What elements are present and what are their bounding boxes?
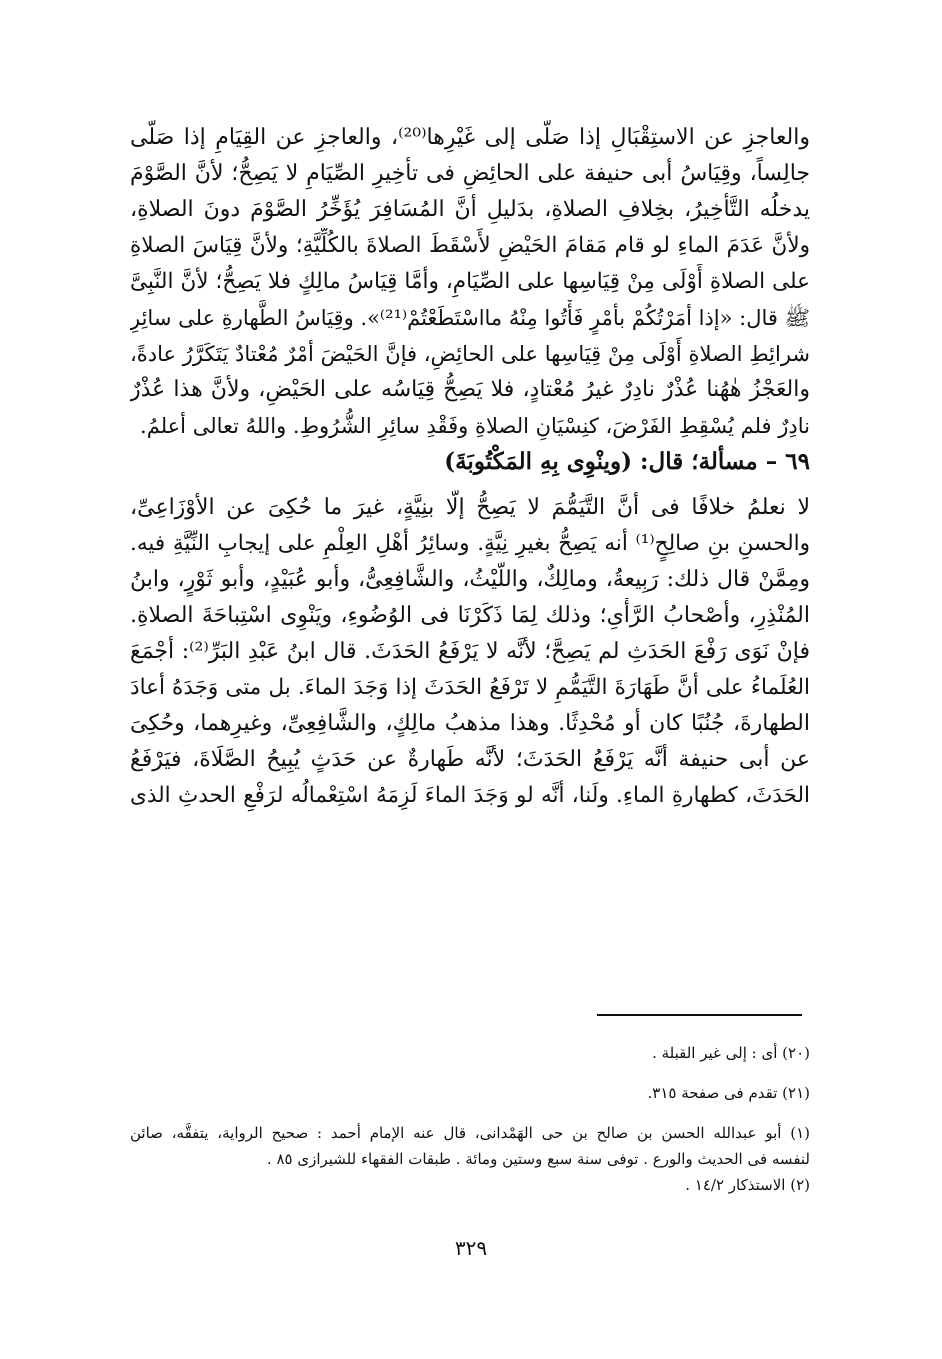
text-line: جالِساً، وقِيَاسُ أبى حنيفة على الحائِضِ فى تأْخِيرِ الصِّيَامِ لا يَصِحُّ؛ لأنَّ الصَّوْمَ (130, 161, 810, 186)
page-number: ٣٢٩ (454, 1236, 488, 1260)
main-text (130, 120, 810, 814)
text-line: نادِرٌ فلم يُسْقِطِ الفَرْضَ، كنِسْيَانِ الصلاةِ وفَقْدِ سائِرِ الشُّرُوطِ. واللهُ تعالى أعلمُ. (140, 414, 810, 438)
text-line: والعاجزِ عن الاستِقْبَالِ إذا صَلَّى إلى غَيْرِها⁽²⁰⁾، والعاجزِ عن القِيَامِ إذا صَلَّى (130, 125, 810, 150)
section-label: مسألة؛ قال: (640, 448, 758, 475)
section-number: ٦٩ – (765, 448, 810, 475)
section-quote: (وينْوِى بِهِ المَكْتُوبَةَ) (444, 448, 633, 475)
text-line: عن أبى حنيفة أنَّه يَرْفَعُ الحَدَثَ؛ لأنَّه طَهارةٌ عن حَدَثٍ يُبِيحُ الصَّلَاةَ، فيَرْفَعُ (130, 747, 810, 772)
footnotes (130, 1040, 810, 1198)
text-line: لا نعلمُ خلافًا فى أنَّ التَّيَمُّمَ لا يَصِحُّ إلَّا بنِيَّةٍ، غيرَ ما حُكِىَ عن الأوْزَاعِىِّ، (130, 495, 810, 520)
text-line: ولأنَّ عَدَمَ الماءِ لو قام مَقامَ الحَيْضِ لأَسْقَطَ الصلاةَ بالكُلِّيَّةِ؛ ولأنَّ قِيَاسَ الصلاةِ (130, 233, 810, 258)
text-line: على الصلاةِ أَوْلَى مِنْ قِيَاسِها على الصِّيَامِ، وأمَّا قِيَاسُ مالِكٍ فلا يَصِحُّ؛ لأنَّ النَّبِىَّ (130, 269, 810, 294)
footnote: (٢١) تقدم فى صفحة ٣١٥. (647, 1084, 810, 1102)
text-line: شرائِطِ الصلاةِ أَوْلَى مِنْ قِيَاسِها على الحائِضِ، فإنَّ الحَيْضَ أمْرٌ مُعْتادٌ يَتَكَرَّرُ عادةً، (130, 342, 810, 366)
text-line: ﷺ قال: «إذا أمَرْتُكُمْ بأمْرٍ فَأْتُوا مِنْهُ مااسْتَطَعْتُمْ⁽²¹⁾». وقِيَاسُ الطَّهارةِ على سائِرِ (130, 306, 810, 330)
section-heading (130, 444, 810, 482)
text-line: فإنْ نَوَى رَفْعَ الحَدَثِ لم يَصِحَّ؛ لأنَّه لا يَرْفَعُ الحَدَثَ. قال ابنُ عَبْدِ البَرِّ⁽²⁾: أجْمَعَ (130, 639, 810, 664)
text-line: العُلَماءُ على أنَّ طَهَارَةَ التَّيَمُّمِ لا تَرْفَعُ الحَدَثَ إذا وَجَدَ الماءَ. بل متى وَجَدَهُ أعادَ (130, 675, 810, 700)
footnote: (٢٠) أى : إلى غير القبلة . (652, 1044, 810, 1062)
text-line: والعَجْزُ هٰهُنا عُذْرٌ نادِرٌ غيرُ مُعْتادٍ، فلا يَصِحُّ قِيَاسُه على الحَيْضِ، ولأنَّ هذا عُذْرٌ (130, 377, 810, 402)
text-line: يدخلُه التَّأْخِيرُ، بخِلافِ الصلاةِ، بدَليلِ أنَّ المُسَافِرَ يُؤَخِّرُ الصَّوْمَ دونَ الصلاةِ، (130, 197, 810, 222)
footnote-divider (597, 1014, 802, 1016)
text-line: والحسنِ بنِ صالِحٍ⁽¹⁾ أنه يَصِحُّ بغيرِ نِيَّةٍ. وسائِرُ أهْلِ العِلْمِ على إيجابِ النِّيَّةِ فيه. (130, 531, 810, 556)
footnote: (٢) الاستذكار ١٤/٢ . (685, 1176, 810, 1194)
text-line: الحَدَثَ، كطهارةِ الماءِ. ولَنا، أنَّه لو وَجَدَ الماءَ لَزِمَهُ اسْتِعْمالُه لرَفْعِ الحدثِ الذى (130, 783, 810, 808)
text-line: الطهارةَ، جُنُبًا كان أو مُحْدِثًا. وهذا مذهبُ مالِكٍ، والشَّافِعِىِّ، وغيرِهما، وحُكِىَ (130, 711, 810, 736)
footnote-continuation: لنفسه فى الحديث والورع . توفى سنة سبع وستين ومائة . طبقات الفقهاء للشيرازى ٨٥ . (266, 1150, 810, 1168)
text-line: ومِمَّنْ قال ذلك: رَبِيعةُ، ومالِكٌ، واللَّيْثُ، والشَّافِعِىُّ، وأبو عُبَيْدٍ، وأبو ثَوْرٍ، وابنُ (130, 567, 810, 592)
footnote: (١) أبو عبدالله الحسن بن صالح بن حى الهَمْدانى، قال عنه الإمام أحمد : صحيح الرواية، يتفقَّه، صائن (130, 1124, 810, 1142)
text-line: المُنْذِرِ، وأصْحابُ الرَّأْىِ؛ وذلك لِمَا ذَكَرْنَا فى الوُضُوءِ، ويَنْوِى اسْتِباحَةَ الصلاةِ. (130, 603, 810, 628)
